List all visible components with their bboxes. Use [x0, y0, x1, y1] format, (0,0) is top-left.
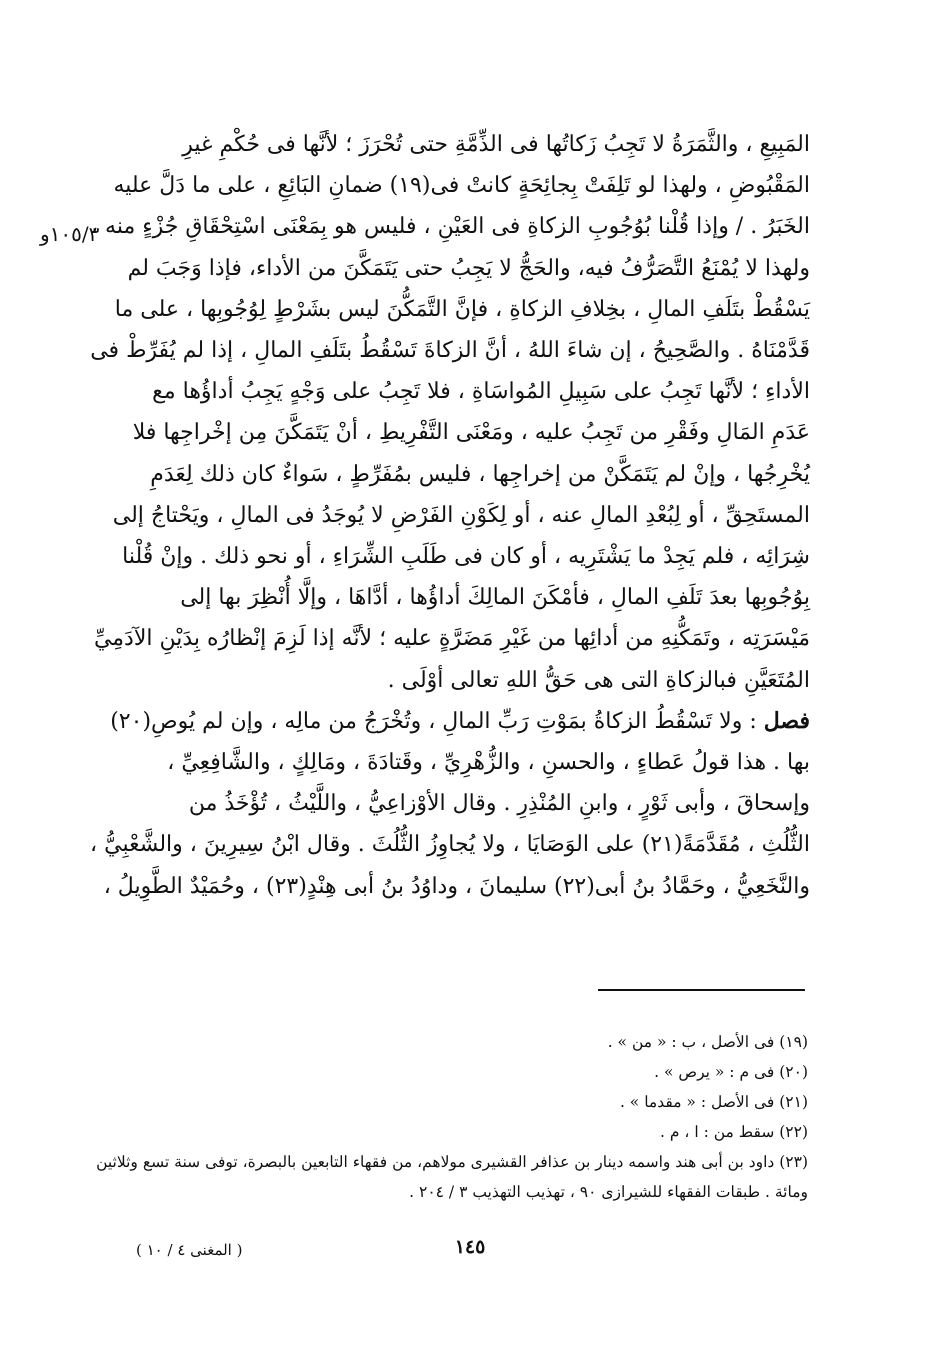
text-line: الثُّلُثِ ، مُقَدَّمَةً(٢١) على الوَصَايَا ، ولا يُجاوِزُ الثُّلُثَ . وقال ابْنُ سِيرِينَ ، والشَّعْبِيُّ ،	[90, 832, 810, 858]
text-line: وإسحاقَ ، وأبى ثَوْرٍ ، وابنِ المُنْذِرِ . وقال الأوْزاعِيُّ ، واللَّيْثُ ، تُؤْخَذُ من	[188, 791, 810, 817]
text-line: الخَبَرُ . / وإذا قُلْنا بُوُجُوبِ الزكاةِ فى العَيْنِ ، فليس هو بِمَعْنَى اسْتِحْقَاقِ جُزْءٍ منه ،	[90, 214, 810, 240]
text-line: المَبِيعِ ، والثَّمَرَةُ لا تَجِبُ زَكاتُها فى الذِّمَّةِ حتى تُحْرَزَ ؛ لأنَّها فى حُكْمِ غيرِ	[182, 132, 810, 157]
text-line: والنَّخَعِيُّ ، وحَمَّادُ بنُ أبى(٢٢) سليمانَ ، وداوُدُ بنُ أبى هِنْدٍ(٢٣) ، وحُمَيْدٌ الطَّوِيلُ ،	[103, 873, 810, 899]
text-line: مَيْسَرَتِه ، وتَمَكُّنِهِ من أدائِها من غَيْرِ مَضَرَّةٍ عليه ؛ لأنَّه إذا لَزِمَ إنْظارُه بِدَيْنِ الآدَمِيِّ	[93, 626, 810, 652]
text-line: بها . هذا قولُ عَطاءٍ ، والحسنِ ، والزُّهْرِيِّ ، وقَتادَةَ ، ومَالِكٍ ، والشَّافِعِيِّ ،	[167, 750, 810, 776]
footnote: (١٩) فى الأصل ، ب : « من » .	[607, 1033, 808, 1051]
margin-reference: ١٠٥/٣و	[40, 222, 100, 246]
text-line: شِرَائِه ، فلم يَجِدْ ما يَشْتَرِيه ، أو كان فى طَلَبِ الشِّرَاءِ ، أو نحو ذلك . وإنْ قُلْنا	[122, 544, 810, 570]
text-line: بِوُجُوبِها بعدَ تَلَفِ المالِ ، فأمْكَنَ المالِكَ أداؤُها ، أدَّاهَا ، وإلَّا أُنْظِرَ بها إلى	[180, 585, 810, 611]
text-line: المُتَعَيَّنِ فبالزكاةِ التى هى حَقُّ اللهِ تعالى أوْلَى .	[387, 667, 810, 693]
text-line: عَدَمِ المَالِ وفَقْرِ من تَجِبُ عليه ، ومَعْنَى التَّفْرِيطِ ، أنْ يَتَمَكَّنَ مِن إخْراجِها فلا	[132, 420, 810, 446]
footnote: (٢٠) فى م : « يرص » .	[654, 1063, 808, 1081]
footnote: ومائة . طبقات الفقهاء للشيرازى ٩٠ ، تهذيب التهذيب ٣ / ٢٠٤ .	[409, 1183, 808, 1201]
footnote: (٢١) فى الأصل : « مقدما » .	[619, 1093, 808, 1111]
text-line: ولهذا لا يُمْنَعُ التَّصَرُّفُ فيه، والحَجُّ لا يَجِبُ حتى يَتَمَكَّنَ من الأداء، فإذا وَجَبَ لم	[127, 255, 810, 281]
text-line: المَقْبُوضِ ، ولهذا لو تَلِفَتْ بِجائِحَةٍ كانتْ فى(١٩) ضمانِ البَائِعِ ، على ما دَلَّ عليه	[113, 173, 810, 199]
footnotes	[96, 1027, 808, 1207]
footnote: (٢٢) سقط من : ا ، م .	[660, 1123, 808, 1141]
text-line: يَسْقُطْ بتَلَفِ المالِ ، بخِلافِ الزكاةِ ، فإنَّ التَّمَكُّنَ ليس بشَرْطٍ لِوُجُوبِها ، على ما	[114, 296, 810, 322]
main-text	[90, 124, 810, 907]
footnote-divider	[598, 989, 805, 991]
text-line: المستَحِقِّ ، أو لِبُعْدِ المالِ عنه ، أو لِكَوْنِ الفَرْضِ لا يُوجَدُ فى المالِ ، ويَحْتاجُ إلى	[112, 502, 810, 528]
section-keyword: فصل	[763, 707, 810, 734]
section-first-line	[110, 701, 810, 742]
footnote: (٢٣) داود بن أبى هند واسمه دينار بن عذافر القشيرى مولاهم، من فقهاء التابعين بالبصرة، توفى سنة تسع وثلاثين	[96, 1153, 808, 1171]
page-number: ١٤٥	[454, 1236, 486, 1258]
text-line: الأداءِ ؛ لأنَّها تَجِبُ على سَبِيلِ المُواسَاةِ ، فلا تَجِبُ على وَجْهٍ يَجِبُ أداؤُها مع	[152, 379, 810, 405]
volume-signature: ( المغنى ٤ / ١٠ )	[136, 1241, 243, 1259]
section-first-line-text: : ولا تَسْقُطُ الزكاةُ بمَوْتِ رَبِّ المالِ ، وتُخْرَجُ من مالِه ، وإن لم يُوصِ(٢٠)	[110, 708, 757, 734]
text-line: قَدَّمْنَاهُ . والصَّحِيحُ ، إن شاءَ اللهُ ، أنَّ الزكاةَ تَسْقُطُ بتَلَفِ المالِ ، إذا لم يُفَرِّطْ فى	[90, 338, 810, 364]
text-line: يُخْرِجُها ، وإنْ لم يَتَمَكَّنْ من إخراجِها ، فليس بمُفَرِّطٍ ، سَواءٌ كان ذلك لِعَدَمِ	[150, 461, 810, 487]
